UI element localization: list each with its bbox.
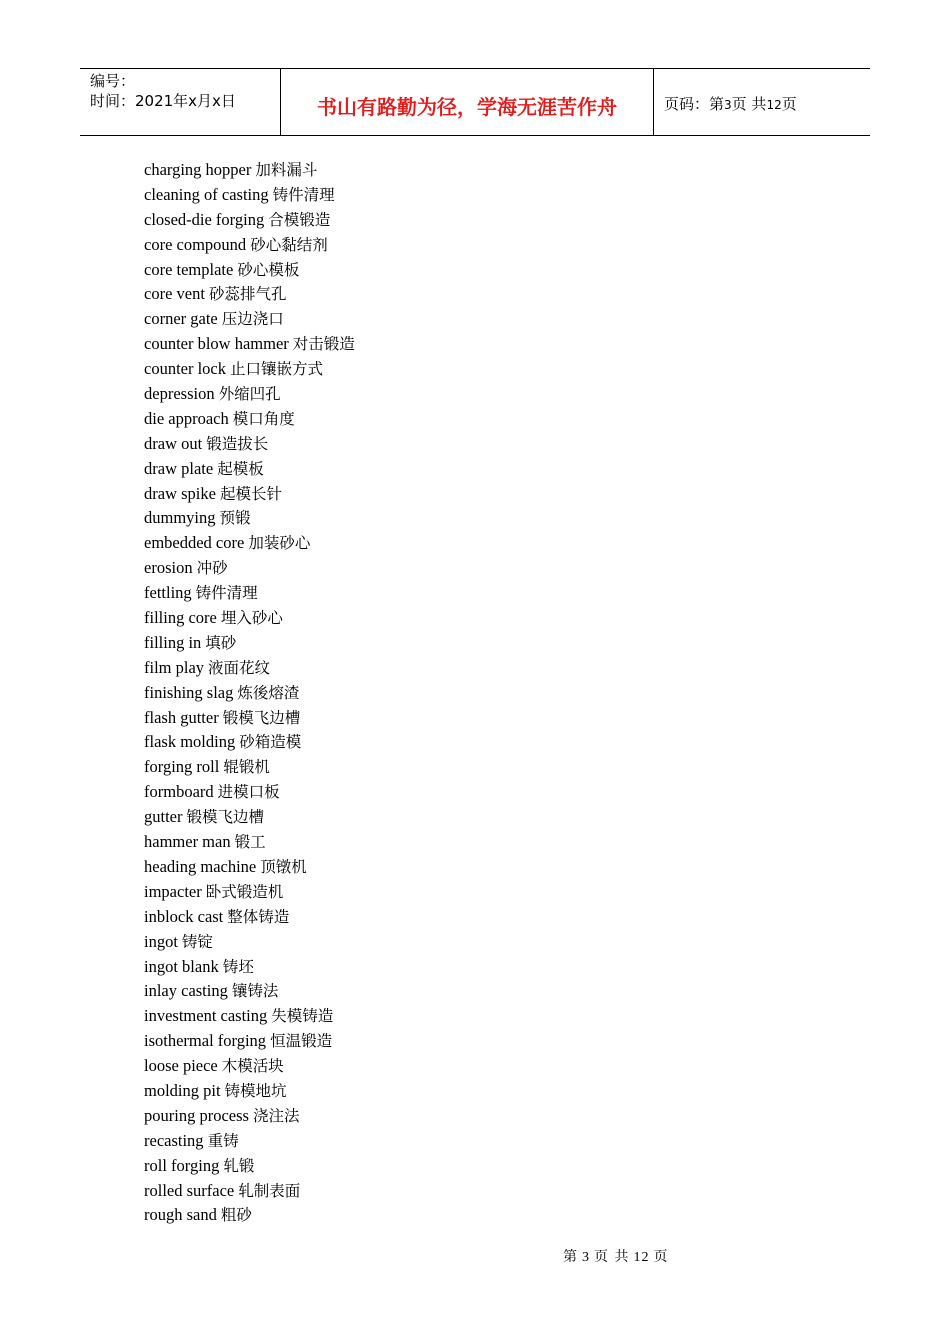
page-footer: [563, 1246, 668, 1266]
glossary-entry: [144, 979, 844, 1004]
term-chinese: 进模口板: [217, 783, 280, 802]
term-english: finishing slag: [144, 682, 234, 702]
glossary-entry: [144, 556, 844, 581]
term-english: draw out: [144, 433, 203, 453]
term-english: core compound: [144, 234, 247, 254]
glossary-entry: [144, 332, 844, 357]
term-chinese: 加装砂心: [248, 534, 311, 553]
glossary-entry: [144, 1029, 844, 1054]
term-english: core vent: [144, 284, 205, 304]
glossary-entry: [144, 183, 844, 208]
glossary-entry: [144, 1104, 844, 1129]
glossary-entry: [144, 1154, 844, 1179]
glossary-entry: [144, 1004, 844, 1029]
term-chinese: 轧制表面: [238, 1181, 301, 1200]
glossary-entry: [144, 457, 844, 482]
term-english: hammer man: [144, 832, 231, 852]
term-english: ingot: [144, 931, 178, 951]
term-chinese: 起模板: [217, 459, 264, 478]
term-english: draw plate: [144, 458, 214, 478]
term-chinese: 砂心模板: [237, 260, 300, 279]
glossary-entry: [144, 233, 844, 258]
page-indicator: [664, 93, 797, 114]
term-english: filling in: [144, 632, 202, 652]
term-english: fettling: [144, 583, 192, 603]
glossary-entry: [144, 581, 844, 606]
term-english: cleaning of casting: [144, 184, 269, 204]
term-english: depression: [144, 384, 215, 404]
term-chinese: 铸锭: [181, 932, 213, 951]
term-english: embedded core: [144, 533, 245, 553]
footer-mid: 页 共: [594, 1249, 630, 1265]
term-english: charging hopper: [144, 160, 252, 179]
term-english: core template: [144, 259, 234, 279]
glossary-entry: [144, 606, 844, 631]
glossary-entry: [144, 681, 844, 706]
glossary-entry: [144, 905, 844, 930]
glossary-entry: [144, 357, 844, 382]
motto: 书山有路勤为径，学海无涯苦作舟: [317, 95, 617, 119]
term-english: dummying: [144, 508, 216, 528]
glossary-entry: [144, 706, 844, 731]
glossary-entry: [144, 656, 844, 681]
term-english: impacter: [144, 881, 202, 901]
glossary-entry: [144, 407, 844, 432]
glossary-entry: [144, 830, 844, 855]
glossary-entry: [144, 258, 844, 283]
page-mid: 页 共: [731, 95, 767, 113]
term-english: inlay casting: [144, 981, 228, 1001]
term-chinese: 重铸: [207, 1131, 239, 1150]
term-chinese: 镶铸法: [231, 982, 279, 1001]
page-current: 3: [724, 98, 732, 112]
term-english: draw spike: [144, 483, 216, 503]
glossary-entry: [144, 631, 844, 656]
glossary-entry: [144, 1129, 844, 1154]
page-suffix: 页: [781, 95, 797, 113]
glossary-entry: [144, 432, 844, 457]
term-chinese: 整体铸造: [227, 907, 290, 926]
term-english: rolled surface: [144, 1180, 235, 1200]
page-header: [80, 68, 870, 136]
term-english: gutter: [144, 807, 183, 827]
term-chinese: 预锻: [219, 509, 251, 528]
term-chinese: 铸模地坑: [224, 1081, 287, 1100]
glossary-entry: [144, 382, 844, 407]
term-chinese: 浇注法: [252, 1106, 300, 1125]
term-english: isothermal forging: [144, 1031, 267, 1051]
term-english: investment casting: [144, 1006, 268, 1026]
glossary-entry: [144, 1179, 844, 1204]
glossary-entry: [144, 531, 844, 556]
term-english: flash gutter: [144, 707, 219, 727]
footer-suffix: 页: [653, 1249, 669, 1265]
glossary-entry: [144, 730, 844, 755]
term-chinese: 冲砂: [196, 559, 228, 578]
date-label: 时间：2021年x月x日: [90, 92, 236, 110]
term-english: counter lock: [144, 359, 227, 379]
term-chinese: 止口镶嵌方式: [230, 360, 324, 379]
header-page-cell: [654, 69, 870, 135]
term-english: counter blow hammer: [144, 334, 289, 354]
glossary-entry: [144, 880, 844, 905]
page-prefix: 页码：第: [664, 95, 725, 113]
page-total: 12: [766, 98, 782, 112]
glossary-entry: [144, 1079, 844, 1104]
glossary-entry: [144, 506, 844, 531]
glossary-entry: [144, 755, 844, 780]
glossary-entry: [144, 805, 844, 830]
term-english: inblock cast: [144, 906, 224, 926]
term-english: flask molding: [144, 732, 236, 752]
serial-label: 编号：: [90, 72, 136, 90]
term-english: erosion: [144, 558, 193, 578]
term-chinese: 砂心黏结剂: [250, 235, 328, 254]
glossary-entry: [144, 282, 844, 307]
term-chinese: 粗砂: [220, 1206, 252, 1225]
footer-total: 12: [633, 1250, 650, 1265]
term-english: loose piece: [144, 1056, 218, 1076]
term-chinese: 压边浇口: [221, 310, 284, 329]
term-english: closed-die forging: [144, 209, 265, 229]
term-chinese: 锻模飞边槽: [186, 808, 265, 827]
term-chinese: 锻工: [234, 833, 266, 852]
glossary-entry: [144, 208, 844, 233]
term-chinese: 铸坯: [222, 957, 254, 976]
term-chinese: 外缩凹孔: [218, 385, 281, 404]
term-english: molding pit: [144, 1080, 221, 1100]
term-chinese: 木模活块: [221, 1057, 284, 1076]
header-motto-cell: [281, 69, 654, 135]
footer-prefix: 第: [563, 1249, 578, 1265]
glossary-entry: [144, 1054, 844, 1079]
glossary-list: [144, 158, 844, 1228]
glossary-entry: [144, 855, 844, 880]
term-chinese: 顶镦机: [260, 857, 307, 876]
glossary-entry: [144, 955, 844, 980]
term-english: recasting: [144, 1130, 204, 1150]
glossary-entry: [144, 482, 844, 507]
term-chinese: 合模锻造: [268, 210, 331, 229]
term-english: heading machine: [144, 856, 257, 876]
footer-current: 3: [582, 1250, 590, 1265]
term-english: die approach: [144, 408, 229, 428]
term-chinese: 起模长针: [219, 484, 282, 503]
glossary-entry: [144, 1203, 844, 1228]
glossary-entry: [144, 780, 844, 805]
header-info-cell: [80, 69, 281, 135]
term-chinese: 铸件清理: [195, 584, 258, 603]
term-chinese: 填砂: [205, 633, 237, 652]
term-chinese: 轧锻: [223, 1156, 255, 1175]
term-english: corner gate: [144, 309, 218, 329]
term-chinese: 铸件清理: [272, 185, 335, 204]
term-chinese: 对击锻造: [292, 335, 355, 354]
term-english: forging roll: [144, 757, 220, 777]
glossary-entry: [144, 307, 844, 332]
term-chinese: 锻模飞边槽: [222, 708, 301, 727]
term-chinese: 恒温锻造: [270, 1032, 333, 1051]
term-english: filling core: [144, 608, 217, 628]
term-chinese: 锻造拔长: [206, 434, 269, 453]
term-chinese: 砂箱造模: [239, 733, 302, 752]
term-chinese: 埋入砂心: [220, 609, 283, 628]
term-chinese: 砂蕊排气孔: [208, 285, 287, 304]
term-english: ingot blank: [144, 956, 219, 976]
term-chinese: 辊锻机: [223, 758, 270, 777]
term-english: pouring process: [144, 1105, 249, 1125]
term-english: roll forging: [144, 1155, 220, 1175]
glossary-entry: [144, 930, 844, 955]
term-chinese: 卧式锻造机: [205, 882, 284, 901]
term-english: film play: [144, 657, 205, 677]
term-chinese: 失模铸造: [271, 1007, 334, 1026]
term-chinese: 加料漏斗: [255, 161, 318, 179]
term-english: formboard: [144, 782, 214, 802]
term-chinese: 模口角度: [232, 409, 295, 428]
term-english: rough sand: [144, 1205, 217, 1225]
term-chinese: 液面花纹: [208, 658, 271, 677]
glossary-entry: [144, 158, 844, 183]
term-chinese: 炼後熔渣: [237, 683, 300, 702]
